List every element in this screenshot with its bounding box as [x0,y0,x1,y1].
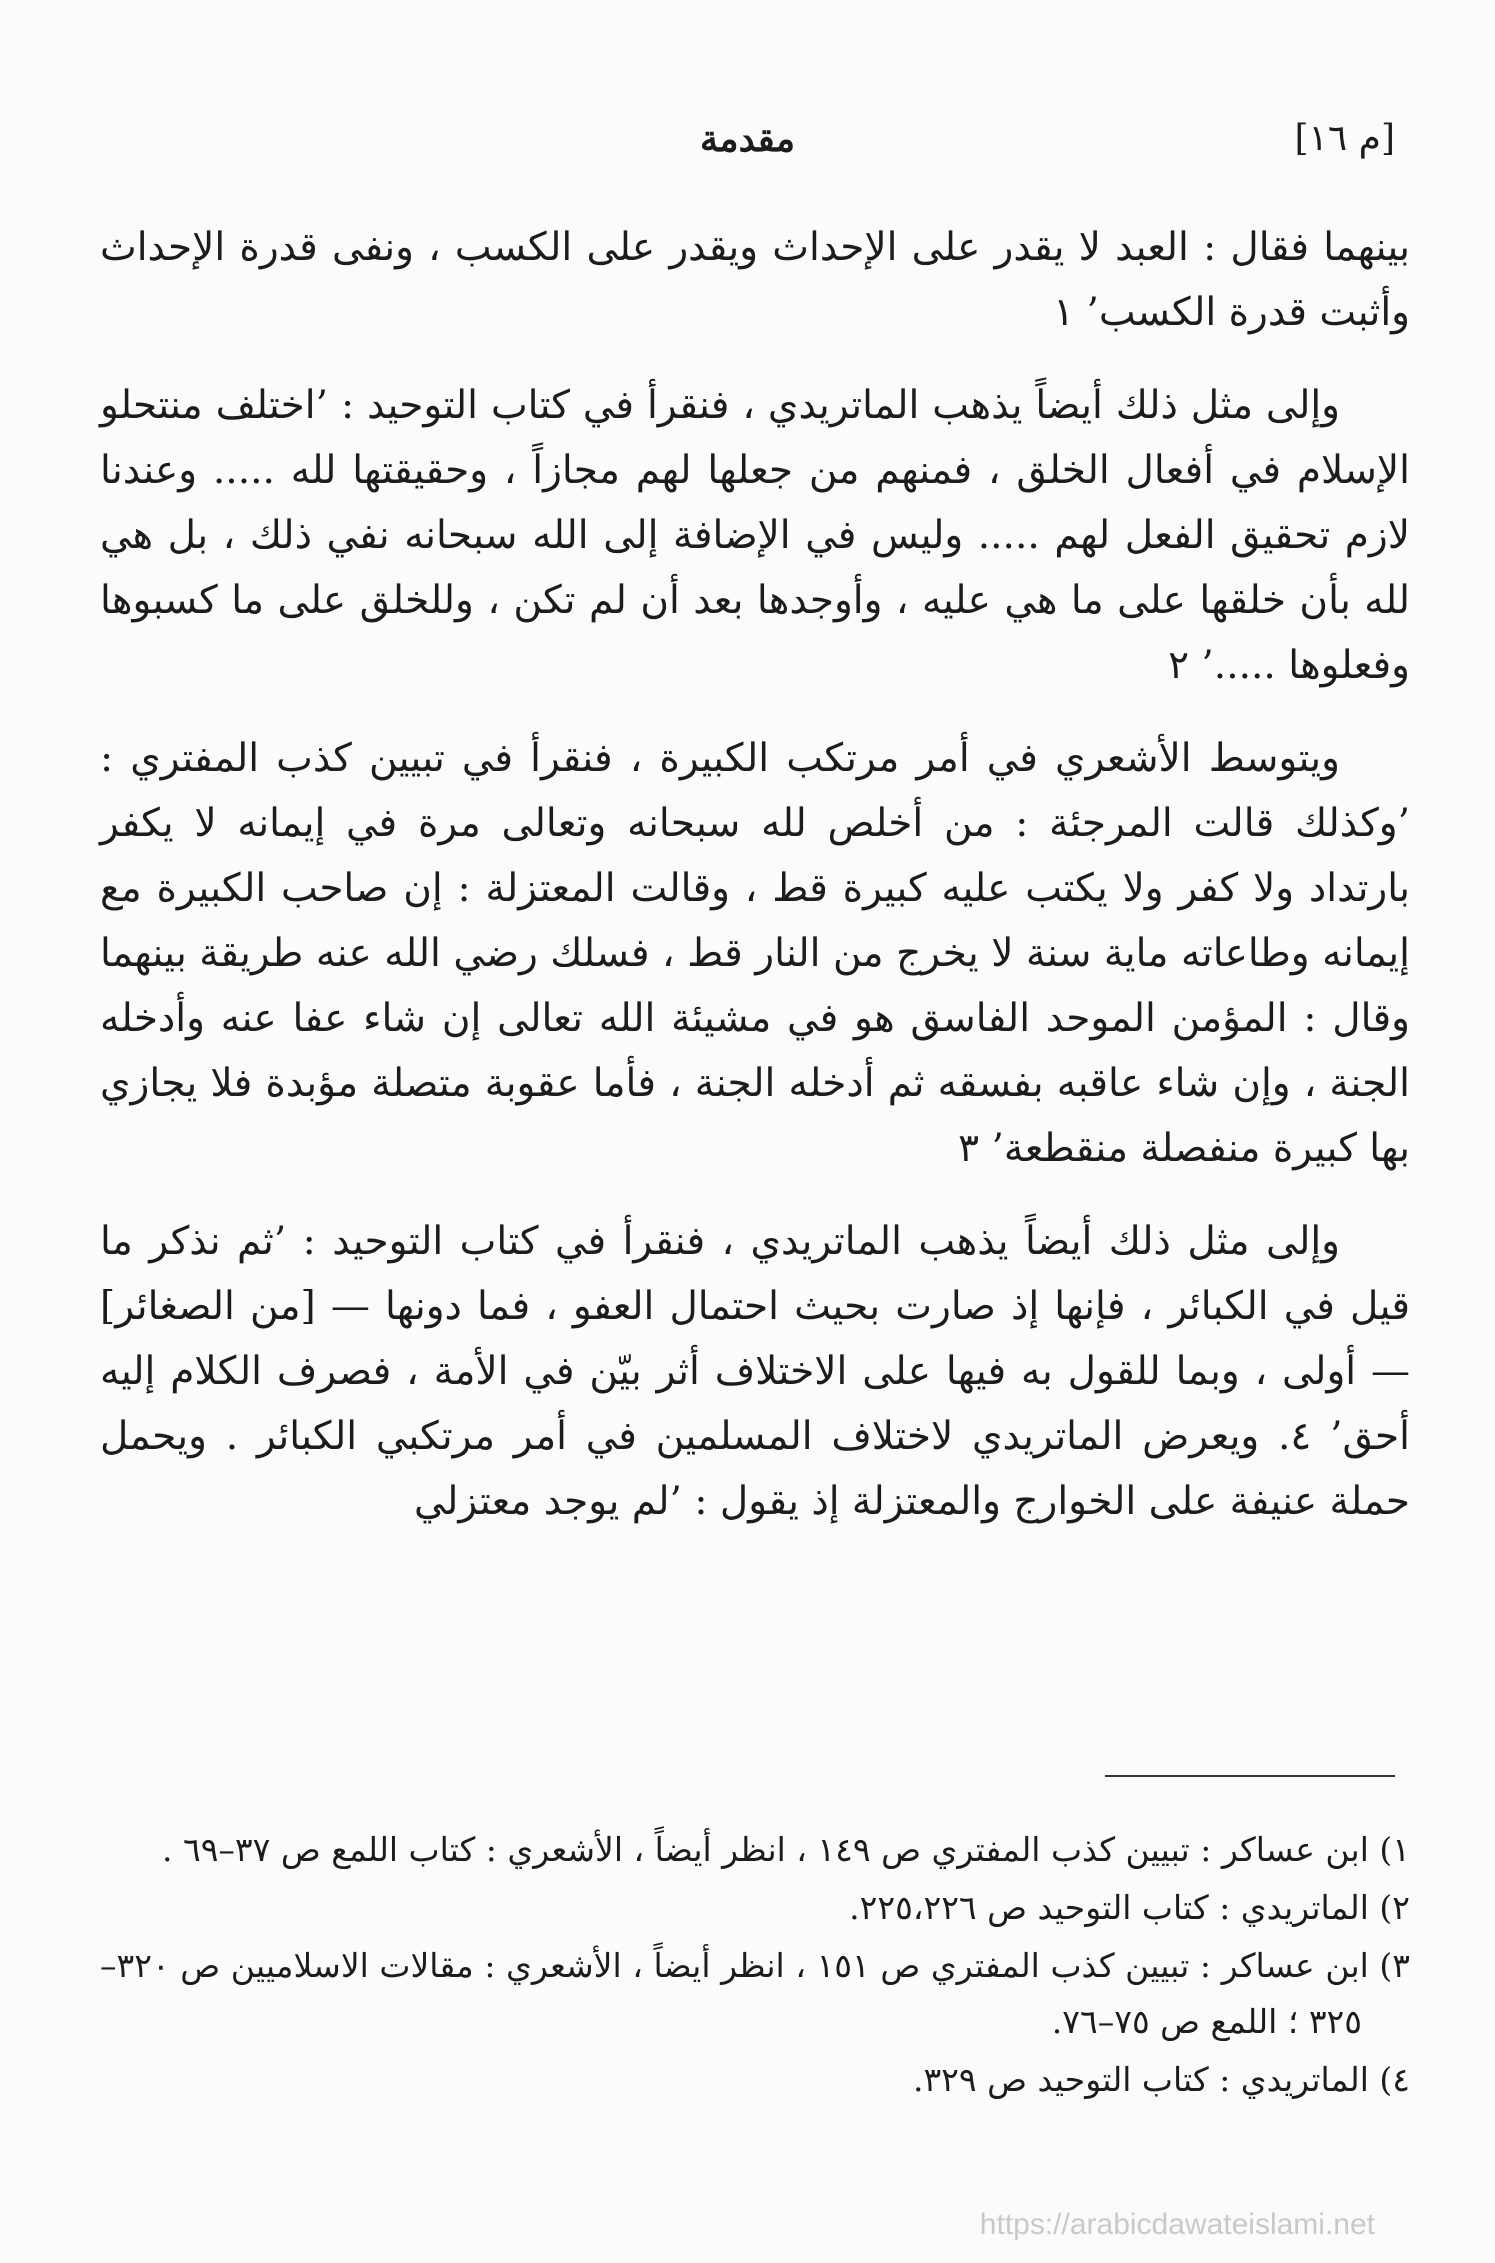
paragraph: بينهما فقال : العبد لا يقدر على الإحداث ويقدر على الكسب ، ونفى قدرة الإحداث وأثبت قدرة الكسب’ ١ [100,225,1410,335]
paragraph: وإلى مثل ذلك أيضاً يذهب الماتريدي ، فنقرأ في كتاب التوحيد : ’ثم نذكر ما قيل في الكبائر ، فإنها إذ صارت بحيث احتمال العفو ، فما دونها — [من الصغائر] — أولى ، وبما للقول به فيها على الاختلاف أثر بيّن في الأمة ، فصرف الكلام إليه أحق’ ٤. ويعرض الماتريدي لاختلاف المسلمين في أمر مرتكبي الكبائر . ويحمل حملة عنيفة على الخوارج والمعتزلة إذ يقول : ’لم يوجد معتزلي [100,1219,1411,1524]
footnote: ٣) ابن عساكر : تبيين كذب المفتري ص ١٥١ ، انظر أيضاً ، الأشعري : مقالات الاسلاميين ص ٣٢٠–٣٢٥ ؛ اللمع ص ٧٥–٧٦. [100,1946,1410,2041]
footnote-separator [1105,1775,1395,1777]
watermark-url: https://arabicdawateislami.net [979,2208,1375,2241]
page-header [100,118,1395,178]
paragraph: ويتوسط الأشعري في أمر مرتكب الكبيرة ، فنقرأ في تبيين كذب المفتري : ’وكذلك قالت المرجئة : من أخلص لله سبحانه وتعالى مرة في إيمانه لا يكفر بارتداد ولا كفر ولا يكتب عليه كبيرة قط ، وقالت المعتزلة : إن صاحب الكبيرة مع إيمانه وطاعاته ماية سنة لا يخرج من النار قط ، فسلك رضي الله عنه طريقة بينهما وقال : المؤمن الموحد الفاسق هو في مشيئة الله تعالى إن شاء عفا عنه وأدخله الجنة ، وإن شاء عاقبه بفسقه ثم أدخله الجنة ، فأما عقوبة متصلة مؤبدة فلا يجازي بها كبيرة منفصلة منقطعة’ ٣ [100,736,1410,1171]
footnotes [100,1822,1410,2110]
footnote: ١) ابن عساكر : تبيين كذب المفتري ص ١٤٩ ، انظر أيضاً ، الأشعري : كتاب اللمع ص ٣٧–٦٩ . [161,1830,1410,1869]
running-title: مقدمة [700,118,795,160]
page-signature: [م ١٦] [1294,118,1395,159]
footnote: ٤) الماتريدي : كتاب التوحيد ص ٣٢٩. [912,2060,1410,2099]
main-text [100,215,1410,1562]
footnote: ٢) الماتريدي : كتاب التوحيد ص ٢٢٥،٢٢٦. [849,1888,1410,1927]
paragraph: وإلى مثل ذلك أيضاً يذهب الماتريدي ، فنقرأ في كتاب التوحيد : ’اختلف منتحلو الإسلام في أفعال الخلق ، فمنهم من جعلها لهم مجازاً ، وحقيقتها لله ..... وعندنا لازم تحقيق الفعل لهم ..... وليس في الإضافة إلى الله سبحانه نفي ذلك ، بل هي لله بأن خلقها على ما هي عليه ، وأوجدها بعد أن لم تكن ، وللخلق على ما كسبوها وفعلوها .....’ ٢ [100,383,1410,688]
